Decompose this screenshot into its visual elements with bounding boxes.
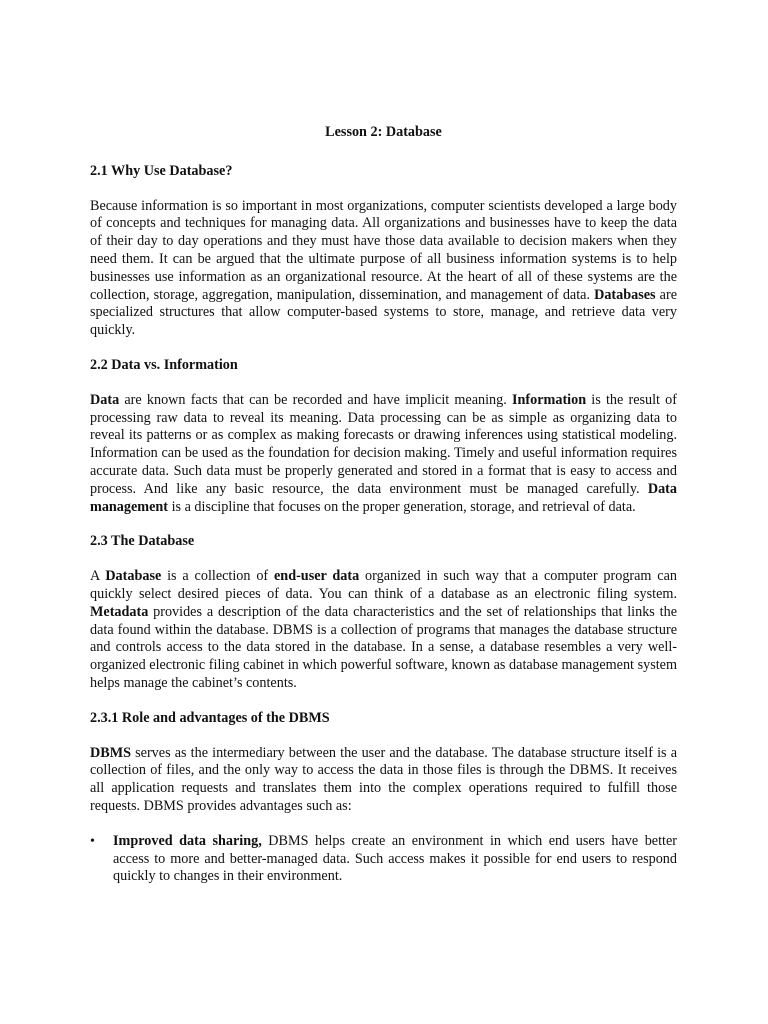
text-run: is a collection of [161, 568, 274, 585]
bold-term: DBMS [90, 744, 131, 761]
document-body [90, 163, 677, 816]
text-run: A [90, 568, 106, 585]
bold-term: Data management [90, 480, 677, 515]
section-heading: 2.3.1 Role and advantages of the DBMS [90, 709, 330, 726]
section-paragraph [90, 392, 677, 517]
text-run: are specialized structures that allow computer-based systems to store, manage, and retrieve data very quickly. [90, 286, 677, 339]
document-page [90, 124, 677, 886]
text-run: organized in such way that a computer program can quickly select desired pieces of data. You can think of a database as an electronic filing system. [90, 568, 677, 602]
bold-term: Information [512, 391, 587, 408]
section-heading: 2.2 Data vs. Information [90, 356, 238, 373]
bold-term: Metadata [90, 603, 149, 620]
text-run: is a discipline that focuses on the proper generation, storage, and retrieval of data. [168, 498, 636, 515]
bold-term: Database [105, 568, 162, 585]
text-run: Because information is so important in most organizations, computer scientists developed a large body of concepts and techniques for managing data. All organizations and businesses have to keep the data of their day to day operations and they must have those data available to decision makers when they need them. It can be argued that the ultimate purpose of all business information systems is to help businesses use information as an organizational resource. At the heart of all of these systems are the collection, storage, aggregation, manipulation, dissemination, and management of data. [90, 197, 677, 303]
advantages-list [90, 833, 677, 886]
section-paragraph [90, 745, 677, 816]
text-run: provides a description of the data characteristics and the set of relationships that links the data found within the database. DBMS is a collection of programs that manages the database structure and controls access to the data stored in the database. In a sense, a database resembles a very well-organized electronic filing cabinet in which powerful software, known as database management system helps manage the cabinet’s contents. [90, 603, 677, 691]
bold-term: end-user data [274, 568, 360, 585]
list-item [90, 833, 677, 886]
bold-term: Improved data sharing, [113, 832, 262, 849]
section-heading: 2.3 The Database [90, 533, 195, 550]
page-title: Lesson 2: Database [325, 124, 442, 140]
bold-term: Data [90, 391, 120, 408]
text-run: are known facts that can be recorded and have implicit meaning. [119, 391, 512, 408]
section-heading: 2.1 Why Use Database? [90, 162, 233, 179]
text-run: is the result of processing raw data to reveal its meaning. Data processing can be as simple as organizing data to reveal its patterns or as complex as making forecasts or drawing inferences using statistical modeling. Information can be used as the foundation for decision making. Timely and useful information requires accurate data. Such data must be properly generated and stored in a format that is easy to access and process. And like any basic resource, the data environment must be managed carefully. [90, 391, 678, 497]
bold-term: Databases [594, 286, 656, 303]
bullet-marker: • [90, 833, 95, 849]
text-run: serves as the intermediary between the user and the database. The database structure itself is a collection of files, and the only way to access the data in those files is through the DBMS. It receives all application requests and translates them into the complex operations required to fulfill those requests. DBMS provides advantages such as: [90, 744, 677, 814]
section-paragraph [90, 198, 677, 340]
section-paragraph [90, 568, 677, 693]
text-run: DBMS helps create an environment in which end users have better access to more and better-managed data. Such access makes it possible for end users to respond quickly to changes in their environment. [113, 832, 677, 885]
